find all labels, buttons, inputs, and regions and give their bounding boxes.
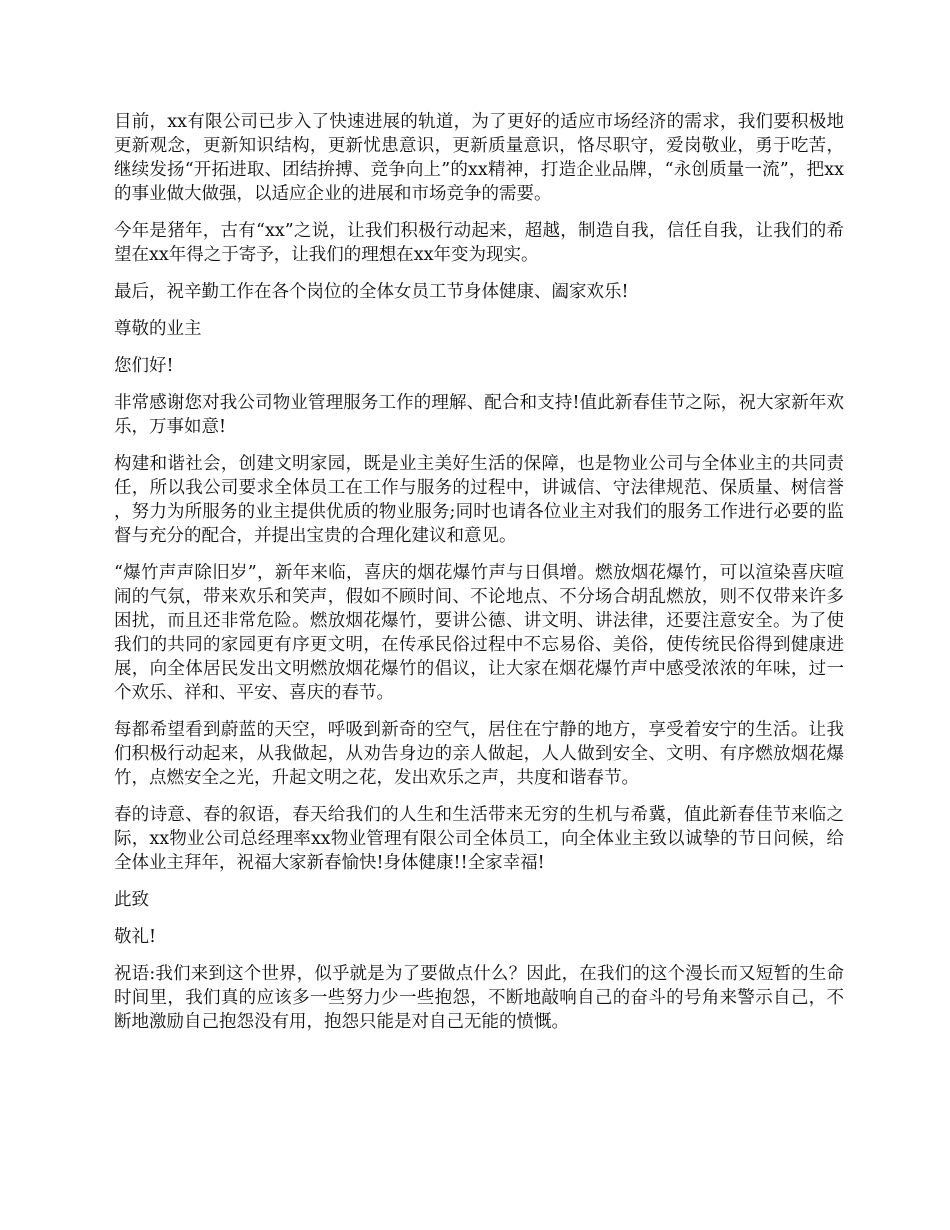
- paragraph-pig-year: 今年是猪年，古有“xx”之说，让我们积极行动起来，超越，制造自我，信任自我，让我们的希望在xx年得之于寄予，让我们的理想在xx年变为现实。: [114, 221, 844, 265]
- paragraph-firecrackers: “爆竹声声除旧岁”，新年来临，喜庆的烟花爆竹声与日俱增。燃放烟花爆竹，可以渲染喜庆喧闹的气氛，带来欢乐和笑声，假如不顾时间、不论地点、不分场合胡乱燃放，则不仅带来许多困扰，而且还非常危险。燃放烟花爆竹，要讲公德、讲文明、讲法律，还要注意安全。为了使我们的共同的家园更有序更文明，在传承民俗过程中不忘易俗、美俗，使传统民俗得到健康进展，向全体居民发出文明燃放烟花爆竹的倡议，让大家在烟花爆竹声中感受浓浓的年味，过一个欢乐、祥和、平安、喜庆的春节。: [114, 563, 844, 703]
- paragraph-intro-company: 目前，xx有限公司已步入了快速进展的轨道，为了更好的适应市场经济的需求，我们要积极地更新观念，更新知识结构，更新忧患意识，更新质量意识，恪尽职守，爱岗敬业，勇于吃苦，继续发扬“开拓进取、团结拚搏、竞争向上”的xx精神，打造企业品牌，“永创质量一流”，把xx的事业做大做强，以适应企业的进展和市场竞争的需要。: [114, 112, 844, 204]
- paragraph-blue-sky: 每都希望看到蔚蓝的天空，呼吸到新奇的空气，居住在宁静的地方，享受着安宁的生活。让我们积极行动起来，从我做起，从劝告身边的亲人做起，人人做到安全、文明、有序燃放烟花爆竹，点燃安全之光，升起文明之花，发出欢乐之声，共度和谐春节。: [114, 720, 844, 788]
- paragraph-spring: 春的诗意、春的叙语，春天给我们的人生和生活带来无穷的生机与希冀，值此新春佳节来临之际，xx物业公司总经理率xx物业管理有限公司全体员工，向全体业主致以诚挚的节日问候，给全体业主拜年，祝福大家新春愉快!身体健康!!全家幸福!: [114, 805, 844, 873]
- paragraph-closing-cizhi: 此致: [114, 890, 149, 910]
- paragraph-closing-wish: 最后，祝辛勤工作在各个岗位的全体女员工节身体健康、阖家欢乐!: [114, 282, 629, 302]
- paragraph-harmony: 构建和谐社会，创建文明家园，既是业主美好生活的保障，也是物业公司与全体业主的共同责任，所以我公司要求全体员工在工作与服务的过程中，讲诚信、守法律规范、保质量、树信誉，努力为所服务的业主提供优质的物业服务;同时也请各位业主对我们的服务工作进行必要的监督与充分的配合，并提出宝贵的合理化建议和意见。: [114, 454, 844, 546]
- paragraph-greeting: 您们好!: [114, 356, 174, 376]
- document-body: [114, 110, 844, 1047]
- paragraph-thanks: 非常感谢您对我公司物业管理服务工作的理解、配合和支持!值此新春佳节之际，祝大家新年欢乐，万事如意!: [114, 393, 844, 437]
- paragraph-salutation: 尊敬的业主: [114, 319, 202, 339]
- paragraph-motto: 祝语:我们来到这个世界，似乎就是为了要做点什么？因此，在我们的这个漫长而又短暂的生命时间里，我们真的应该多一些努力少一些抱怨，不断地敲响自己的奋斗的号角来警示自己，不断地激励自己抱怨没有用，抱怨只能是对自己无能的愤慨。: [114, 964, 844, 1032]
- paragraph-closing-jingli: 敬礼!: [114, 927, 157, 947]
